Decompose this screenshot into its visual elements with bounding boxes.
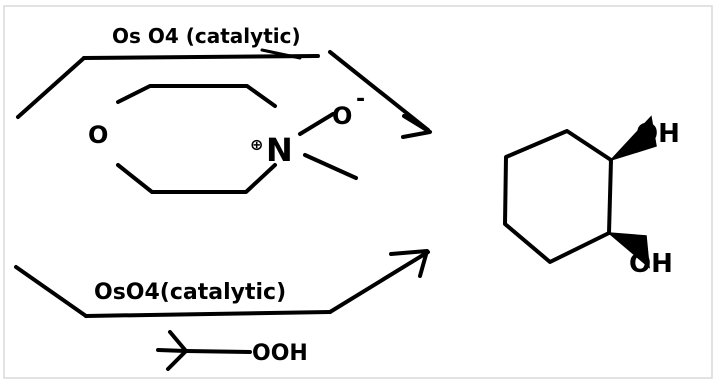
lower-oh-label: OH xyxy=(629,249,673,279)
n-oxide-bond xyxy=(300,114,333,134)
morpholine-oxygen: O xyxy=(88,121,109,149)
upper-oh-label: OH xyxy=(636,119,680,149)
nitrogen-plus-charge: ⊕ xyxy=(250,135,264,154)
top-path-left-line xyxy=(18,58,84,117)
cis-diol-product xyxy=(505,117,680,279)
bottom-reaction-path xyxy=(16,251,428,369)
tbutyl-bond-left xyxy=(158,350,186,351)
tbhp-ooh-label: OOH xyxy=(252,341,308,366)
bottom-path-horizontal-line xyxy=(86,312,330,316)
n-oxide-oxygen: O xyxy=(332,102,353,130)
top-path-horizontal-line xyxy=(84,56,318,58)
tbutyl-bond-upper xyxy=(170,332,186,351)
bottom-arrow-shaft xyxy=(330,252,428,312)
bottom-reagent-label: OsO4(catalytic) xyxy=(94,280,287,305)
bottom-path-left-line xyxy=(16,267,86,316)
tbutyl-bond-lower xyxy=(168,351,186,369)
tbutyl-bond-right xyxy=(186,351,250,352)
top-reagent-label: Os O4 (catalytic) xyxy=(112,24,301,48)
morpholine-nitrogen: N xyxy=(266,131,293,169)
frame-border xyxy=(4,6,712,378)
n-methyl-bond xyxy=(305,155,356,178)
nmo-structure xyxy=(88,86,365,192)
top-reaction-path xyxy=(18,24,430,137)
cyclohexane-ring xyxy=(505,131,611,262)
n-oxide-negative-charge: - xyxy=(356,87,366,112)
